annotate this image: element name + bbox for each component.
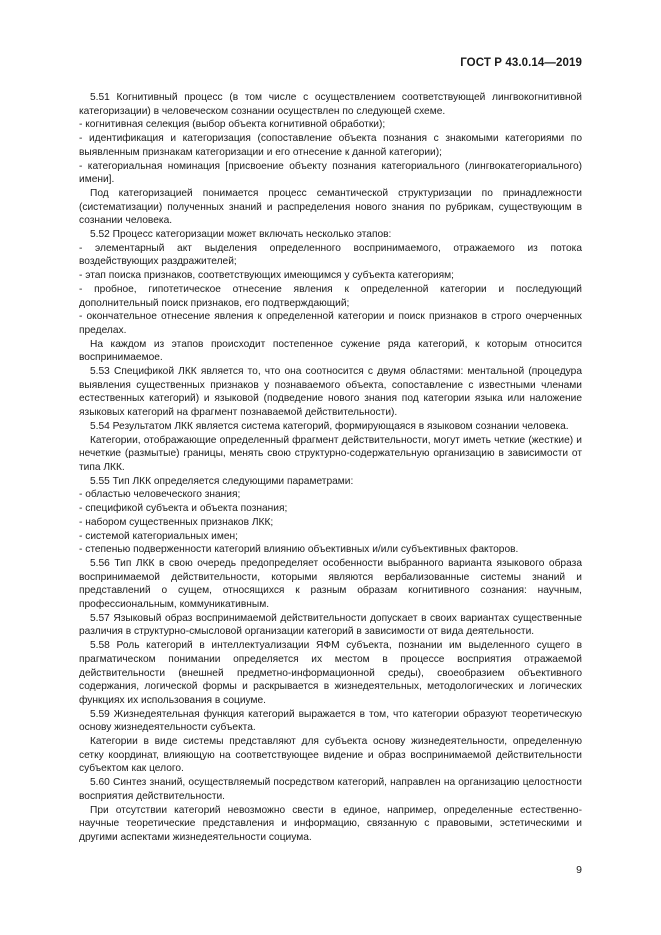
list-item: - системой категориальных имен; xyxy=(79,530,238,542)
document-code-header: ГОСТ Р 43.0.14—2019 xyxy=(460,57,582,69)
body-paragraph: 5.58 Роль категорий в интеллектуализации ЯФМ субъекта, познании им выделенного сущего в прагматическом понимании определяется их местом в процессе восприятия отражаемой действительности (внешней предметно-информационной среды), своеобразием объективного содержания, логической формы и раскрывается в жизнедеятельных, методологических и логических функциях их использования в социуме. xyxy=(79,640,582,706)
body-paragraph: 5.53 Спецификой ЛКК является то, что она соотносится с двумя областями: ментальной (процедура выявления существенных признаков у познаваемого объекта, сопоставление с известными членами естественных категорий) и языковой (подведение нового знания под категории языка или наложение языковых категорий на фрагмент познаваемой действительности). xyxy=(79,366,582,419)
body-paragraph: 5.60 Синтез знаний, осуществляемый посредством категорий, направлен на организацию целостности восприятия действительности. xyxy=(79,777,582,802)
body-paragraph: 5.54 Результатом ЛКК является система категорий, формирующаяся в языковом сознании человека. xyxy=(90,420,569,432)
body-paragraph: Категории в виде системы представляют для субъекта основу жизнедеятельности, определенную сетку координат, влияющую на соответствующее видение и образ воспринимаемой действительности субъектом как целого. xyxy=(79,736,582,775)
body-paragraph: 5.51 Когнитивный процесс (в том числе с осуществлением соответствующей лингвокогнитивной категоризации) в человеческом сознании осуществлен по следующей схеме. xyxy=(79,92,582,117)
body-paragraph: 5.52 Процесс категоризации может включать несколько этапов: xyxy=(90,229,392,241)
body-paragraph: Под категоризацией понимается процесс семантической структуризации по принадлежности (систематизации) полученных знаний и распределения нового знания по рубрикам, существующим в сознании человека. xyxy=(79,187,582,227)
body-paragraph: 5.59 Жизнедеятельная функция категорий выражается в том, что категории образуют теоретическую основу жизнедеятельности субъекта. xyxy=(79,708,582,734)
list-item: - категориальная номинация [присвоение объекту познания категориального (лингвокатегориального) имени]. xyxy=(79,160,582,186)
list-item: - окончательное отнесение явления к определенной категории и поиск признаков в строго очерченных пределах. xyxy=(79,311,582,336)
body-paragraph: Категории, отображающие определенный фрагмент действительности, могут иметь четкие (жесткие) и нечеткие (размытые) границы, менять свою структурно-содержательную организацию в зависимости от типа ЛКК. xyxy=(79,434,582,473)
list-item: - этап поиска признаков, соответствующих имеющимся у субъекта категориям; xyxy=(79,270,454,282)
list-item: - спецификой субъекта и объекта познания; xyxy=(79,503,288,515)
list-item: - набором существенных признаков ЛКК; xyxy=(79,516,274,528)
list-item: - областью человеческого знания; xyxy=(79,489,241,501)
list-item: - идентификация и категоризация (сопоставление объекта познания с знакомыми категориями по выявленным признакам категоризации и его отнесение к данной категории); xyxy=(79,133,582,158)
body-paragraph: На каждом из этапов происходит постепенное сужение ряда категорий, к которым относится воспринимаемое. xyxy=(79,338,582,364)
document-body xyxy=(79,91,582,845)
page-number: 9 xyxy=(576,864,582,876)
body-paragraph: При отсутствии категорий невозможно свести в единое, например, определенные естественно-научные теоретические представления и информацию, связанную с правовыми, эстетическими и другими аспектами жизнедеятельности социума. xyxy=(79,804,582,843)
list-item: - пробное, гипотетическое отнесение явления к определенной категории и последующий дополнительный поиск признаков, его подтверждающий; xyxy=(79,283,582,309)
body-paragraph: 5.56 Тип ЛКК в свою очередь предопределяет особенности выбранного варианта языкового образа воспринимаемой действительности, которыми являются вербализованные системы знаний и представлений о сущем, относящихся к разным образам когнитивного сознания: научным, профессиональным, коммуникативным. xyxy=(79,557,582,611)
list-item: - когнитивная селекция (выбор объекта когнитивной обработки); xyxy=(79,119,386,131)
body-paragraph: 5.55 Тип ЛКК определяется следующими параметрами: xyxy=(90,475,354,487)
body-paragraph: 5.57 Языковый образ воспринимаемой действительности допускает в своих вариантах существенные различия в структурно-смысловой организации категорий в зависимости от вида деятельности. xyxy=(79,612,582,638)
list-item: - элементарный акт выделения определенного воспринимаемого, отражаемого из потока воздействующих раздражителей; xyxy=(79,242,582,268)
list-item: - степенью подверженности категорий влиянию объективных и/или субъективных факторов. xyxy=(79,544,519,556)
